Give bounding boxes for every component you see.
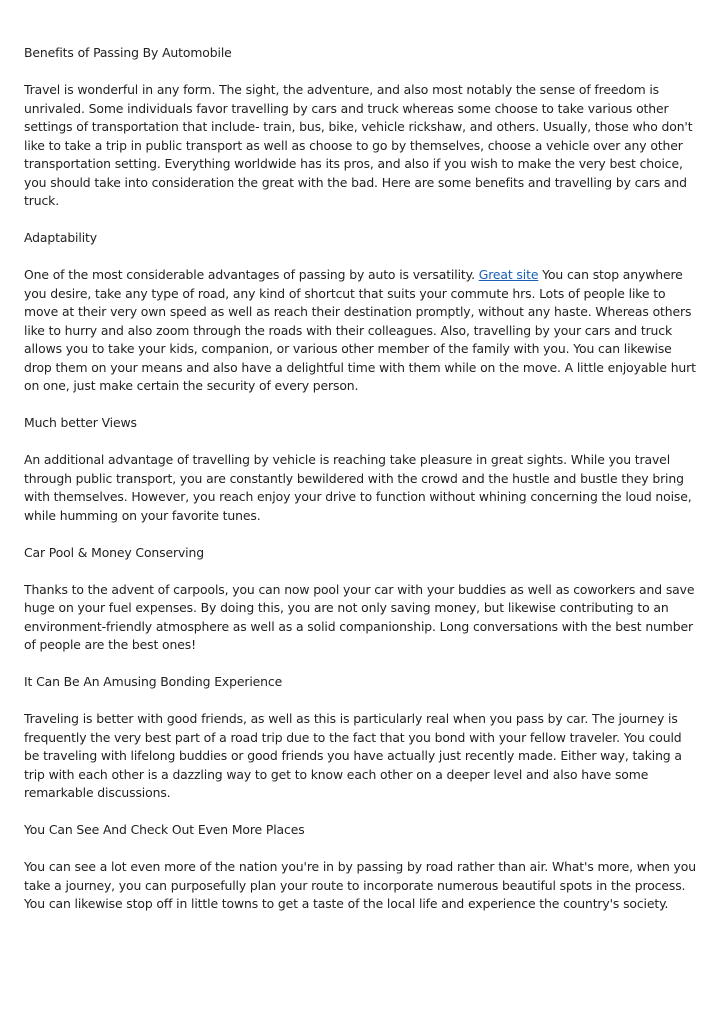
- paragraph: An additional advantage of travelling by vehicle is reaching take pleasure in great sights. While you travel through public transport, you are constantly bewildered with the crowd and the hustle and bustle they bring with themselves. However, you reach enjoy your drive to function without whining concerning the loud noise, while humming on your favorite tunes.: [24, 452, 692, 523]
- paragraph-text: One of the most considerable advantages of passing by auto is versatility.: [24, 267, 479, 282]
- paragraph: You can see a lot even more of the nation you're in by passing by road rather than air. What's more, when you take a journey, you can purposefully plan your route to incorporate numerous beautiful spots in the process. You can likewise stop off in little towns to get a taste of the local life and experience the country's society.: [24, 859, 696, 911]
- paragraph: Traveling is better with good friends, as well as this is particularly real when you pass by car. The journey is frequently the very best part of a road trip due to the fact that you bond with your fellow traveler. You could be traveling with lifelong buddies or good friends you have actually just recently made. Either way, taking a trip with each other is a dazzling way to get to know each other on a deeper level and also have some remarkable discussions.: [24, 711, 682, 800]
- section-heading: It Can Be An Amusing Bonding Experience: [24, 674, 283, 689]
- paragraph: Thanks to the advent of carpools, you can now pool your car with your buddies as well as coworkers and save huge on your fuel expenses. By doing this, you are not only saving money, but likewise contributing to an environment-friendly atmosphere as well as a solid companionship. Long conversations with the best number of people are the best ones!: [24, 581, 695, 652]
- document-body: [24, 44, 696, 932]
- section-heading: You Can See And Check Out Even More Places: [24, 822, 305, 837]
- section-heading: Car Pool & Money Conserving: [24, 544, 204, 560]
- great-site-link[interactable]: Great site: [478, 267, 539, 282]
- paragraph-with-link: [24, 266, 696, 396]
- section-heading: Adaptability: [24, 230, 97, 245]
- section-heading: Much better Views: [24, 415, 137, 430]
- section-heading: Benefits of Passing By Automobile: [24, 45, 232, 60]
- paragraph-text: You can stop anywhere you desire, take any type of road, any kind of shortcut that suits your commute hrs. Lots of people like to move at their very own speed as well as reach their destination promptly, without any haste. Whereas others like to hurry and also zoom through the roads with their colleagues. Also, travelling by your cars and truck allows you to take your kids, companion, or various other member of the family with you. You can likewise drop them on your means and also have a delightful time with them while on the move. A little enjoyable hurt on one, just make certain the security of every person.: [24, 267, 696, 393]
- paragraph: Travel is wonderful in any form. The sight, the adventure, and also most notably the sense of freedom is unrivaled. Some individuals favor travelling by cars and truck whereas some choose to take various other settings of transportation that include- train, bus, bike, vehicle rickshaw, and others. Usually, those who don't like to take a trip in public transport as well as choose to go by themselves, choose a vehicle over any other transportation setting. Everything worldwide has its pros, and also if you wish to make the very best choice, you should take into consideration the great with the bad. Here are some benefits and travelling by cars and truck.: [24, 82, 693, 208]
